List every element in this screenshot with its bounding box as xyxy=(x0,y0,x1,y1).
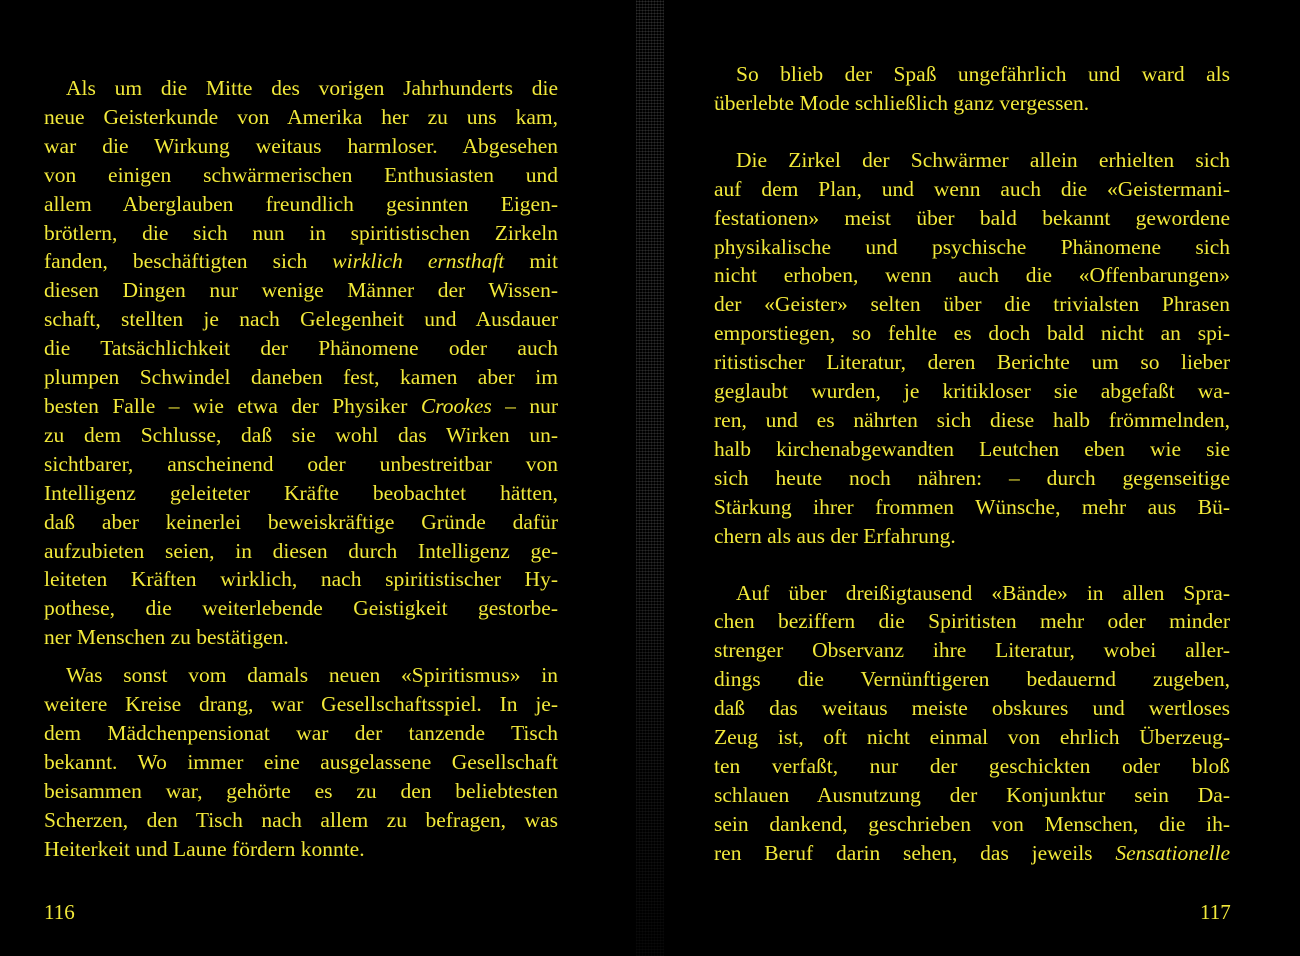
text-line: neue Geisterkunde von Amerika her zu uns kam, xyxy=(44,104,558,129)
text-line: aufzubieten seien, in diesen durch Intelligenz ge- xyxy=(44,538,558,563)
text-line: war die Wirkung weitaus harmloser. Abgesehen xyxy=(44,133,558,158)
text-line: allem Aberglauben freundlich gesinnten Eigen- xyxy=(44,191,558,216)
right-page xyxy=(664,0,1300,956)
text-line: geglaubt wurden, je kritikloser sie abgefaßt wa- xyxy=(714,379,1230,404)
text-line: sein dankend, geschrieben von Menschen, die ih- xyxy=(714,811,1230,836)
text-segment: ren Beruf darin sehen, das jeweils xyxy=(714,840,1093,865)
text-line: dings die Vernünftigeren bedauernd zugeben, xyxy=(714,667,1230,692)
emphasis-text: Crookes xyxy=(420,393,492,418)
text-line: die Tatsächlichkeit der Phänomene oder auch xyxy=(44,336,558,361)
text-line: brötlern, die sich nun in spiritistischen Zirkeln xyxy=(44,220,558,245)
right-page-text xyxy=(714,60,1230,868)
page-number-left: 116 xyxy=(44,900,75,924)
text-line: der «Geister» selten über die trivialsten Phrasen xyxy=(714,292,1230,317)
text-line: Die Zirkel der Schwärmer allein erhielten sich xyxy=(736,147,1230,172)
text-line: dem Mädchenpensionat war der tanzende Tisch xyxy=(44,720,558,745)
text-line: ner Menschen zu bestätigen. xyxy=(44,625,289,650)
text-line-with-emphasis xyxy=(44,392,558,421)
text-line: plumpen Schwindel daneben fest, kamen aber im xyxy=(44,365,558,390)
text-line: weitere Kreise drang, war Gesellschaftsspiel. In je- xyxy=(44,692,558,717)
text-line: chern als aus der Erfahrung. xyxy=(714,523,956,548)
text-line: auf dem Plan, und wenn auch die «Geistermani- xyxy=(714,176,1230,201)
text-line: Als um die Mitte des vorigen Jahrhunderts die xyxy=(66,76,558,100)
text-line: diesen Dingen nur wenige Männer der Wissen- xyxy=(44,278,558,303)
right-paragraph-1 xyxy=(714,60,1230,118)
left-paragraph-1 xyxy=(44,74,558,652)
text-line: Zeug ist, oft nicht einmal von ehrlich Überzeug- xyxy=(714,725,1230,750)
left-page-text xyxy=(44,74,558,863)
page-number-right: 117 xyxy=(1200,900,1231,924)
text-line: nicht erhoben, wenn auch die «Offenbarungen» xyxy=(714,263,1230,288)
text-segment: – nur xyxy=(491,393,558,418)
text-line: emporstiegen, so fehlte es doch bald nicht an spi- xyxy=(714,321,1230,346)
text-line-with-emphasis xyxy=(714,839,1230,868)
text-line: halb kirchenabgewandten Leutchen eben wie sie xyxy=(714,436,1230,461)
text-line: leiteten Kräften wirklich, nach spiritistischer Hy- xyxy=(44,567,558,592)
text-segment: mit xyxy=(504,249,558,274)
text-line: daß das weitaus meiste obskures und wertloses xyxy=(714,696,1230,721)
text-line: pothese, die weiterlebende Geistigkeit gestorbe- xyxy=(44,596,558,621)
text-line: ten verfaßt, nur der geschickten oder bloß xyxy=(714,753,1230,778)
text-line-with-emphasis xyxy=(44,247,558,276)
text-line: So blieb der Spaß ungefährlich und ward als xyxy=(736,62,1230,86)
text-line: ritistischer Literatur, deren Berichte um so lieber xyxy=(714,350,1230,375)
text-line: chen beziffern die Spiritisten mehr oder minder xyxy=(714,609,1230,634)
text-line: beisammen war, gehörte es zu den beliebtesten xyxy=(44,778,558,803)
text-line: Scherzen, den Tisch nach allem zu befragen, was xyxy=(44,807,558,832)
text-line: Auf über dreißigtausend «Bände» in allen Spra- xyxy=(736,580,1230,605)
text-line: strenger Observanz ihre Literatur, wobei aller- xyxy=(714,638,1230,663)
text-line: sichtbarer, anscheinend oder unbestreitbar von xyxy=(44,451,558,476)
text-line: daß aber keinerlei beweiskräftige Gründe dafür xyxy=(44,509,558,534)
text-line: festationen» meist über bald bekannt gewordene xyxy=(714,205,1230,230)
book-gutter xyxy=(636,0,664,956)
left-page xyxy=(0,0,636,956)
text-line: Was sonst vom damals neuen «Spiritismus» in xyxy=(66,663,558,688)
left-paragraph-2 xyxy=(44,661,558,863)
text-line: schaft, stellten je nach Gelegenheit und Ausdauer xyxy=(44,307,558,332)
text-line: überlebte Mode schließlich ganz vergessen. xyxy=(714,90,1090,115)
text-line: ren, und es nährten sich diese halb frömmelnden, xyxy=(714,407,1230,432)
text-segment: fanden, beschäftigten sich xyxy=(44,249,308,274)
text-line: von einigen schwärmerischen Enthusiasten und xyxy=(44,162,558,187)
text-segment: besten Falle – wie etwa der Physiker xyxy=(44,393,408,418)
text-line: Heiterkeit und Laune fördern konnte. xyxy=(44,836,365,861)
emphasis-text: Sensationelle xyxy=(1115,840,1231,865)
text-line: Stärkung ihrer frommen Wünsche, mehr aus Bü- xyxy=(714,494,1230,519)
text-line: schlauen Ausnutzung der Konjunktur sein Da- xyxy=(714,782,1230,807)
text-line: bekannt. Wo immer eine ausgelassene Gesellschaft xyxy=(44,749,558,774)
text-line: physikalische und psychische Phänomene sich xyxy=(714,234,1230,259)
text-line: Intelligenz geleiteter Kräfte beobachtet hätten, xyxy=(44,480,558,505)
right-paragraph-2 xyxy=(714,146,1230,551)
emphasis-text: wirklich ernsthaft xyxy=(332,249,505,274)
text-line: zu dem Schlusse, daß sie wohl das Wirken un- xyxy=(44,422,558,447)
right-paragraph-3 xyxy=(714,579,1230,868)
text-line: sich heute noch nähren: – durch gegenseitige xyxy=(714,465,1230,490)
